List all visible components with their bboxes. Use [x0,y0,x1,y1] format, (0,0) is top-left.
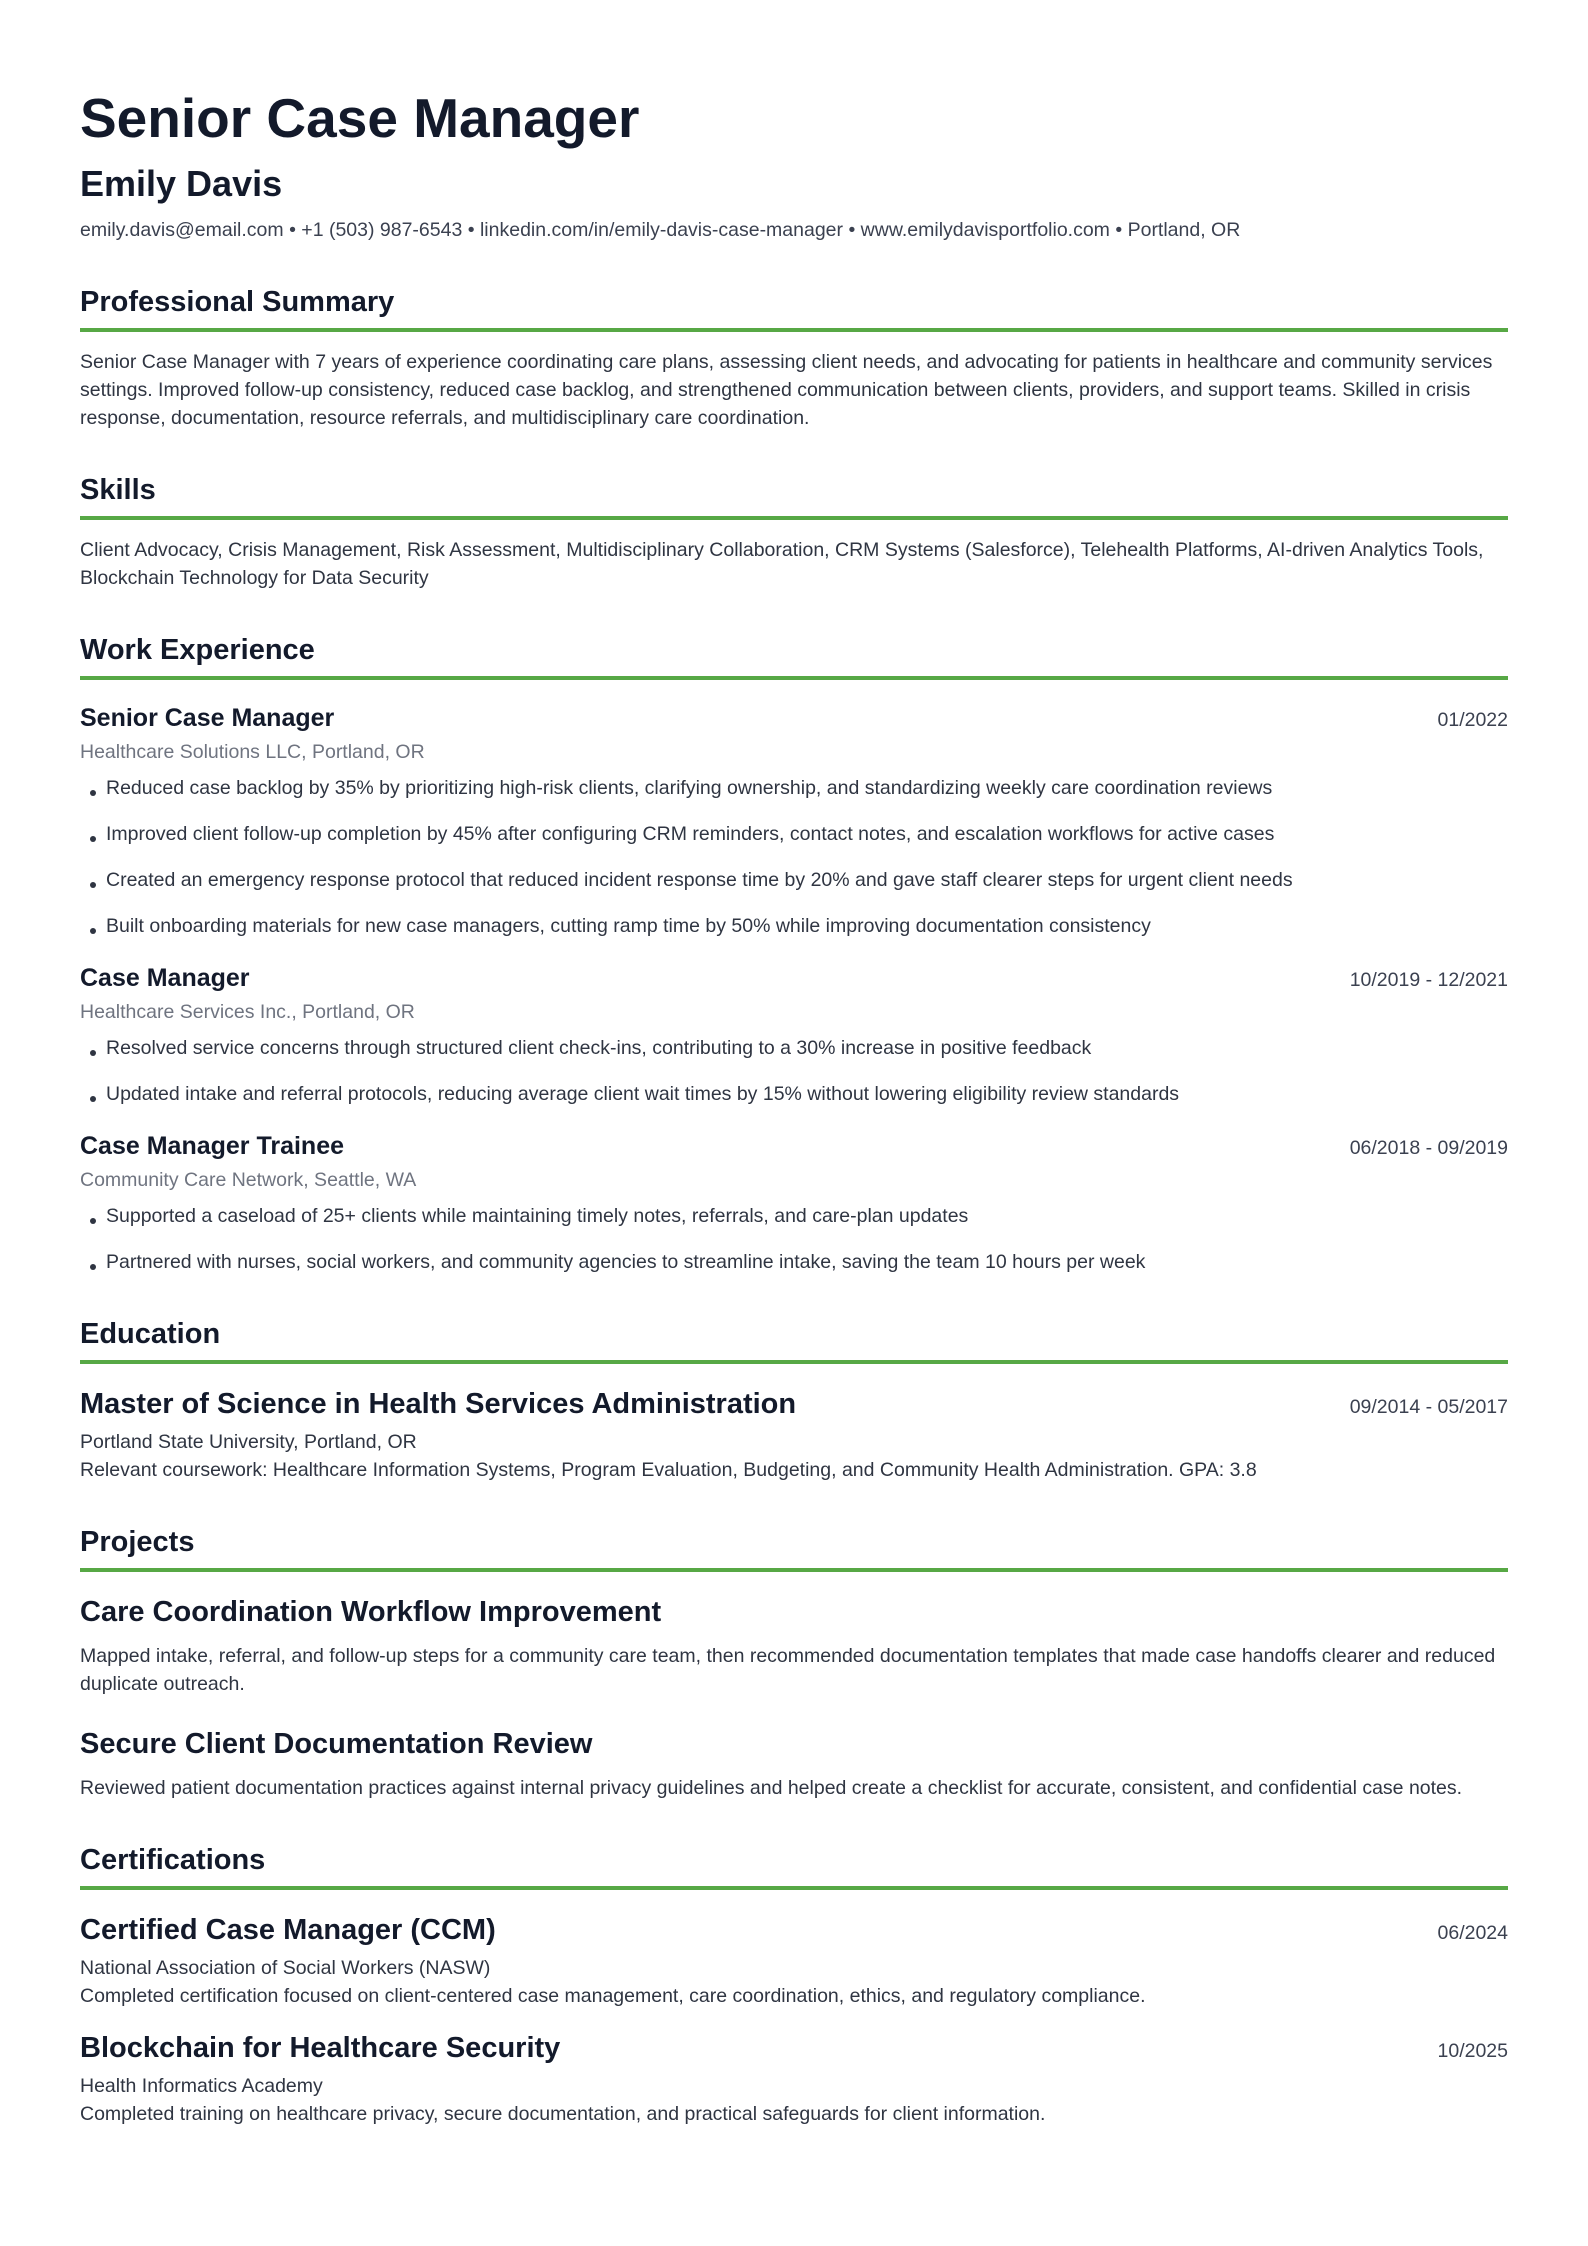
job-entry [80,700,1508,940]
bullet-item: Resolved service concerns through structured client check-ins, contributing to a 30% increase in positive feedback [80,1034,1508,1062]
skills-text: Client Advocacy, Crisis Management, Risk Assessment, Multidisciplinary Collaboration, CRM Systems (Salesforce), Telehealth Platforms, AI-driven Analytics Tools, Blockchain Technology for Data Security [80,539,1484,589]
certification-date: 06/2024 [1437,1922,1508,1944]
bullet-item: Updated intake and referral protocols, reducing average client wait times by 15% without lowering eligibility review standards [80,1080,1508,1108]
certification-date: 10/2025 [1437,2040,1508,2062]
job-title: Case Manager Trainee [80,1132,345,1160]
certifications-section [80,1840,1508,2128]
job-date: 06/2018 - 09/2019 [1349,1137,1508,1159]
certification-entry [80,1910,1508,2010]
summary-text: Senior Case Manager with 7 years of experience coordinating care plans, assessing client needs, and advocating for patients in healthcare and community services settings. Improved follow-up consistency, reduced case backlog, and strengthened communication between clients, providers, and support teams. Skilled in crisis response, documentation, resource referrals, and multidisciplinary care coordination. [80,351,1493,429]
school-name: Portland State University, Portland, OR [80,1431,417,1453]
candidate-name: Emily Davis [80,163,283,204]
project-title: Care Coordination Workflow Improvement [80,1596,662,1628]
certification-title: Certified Case Manager (CCM) [80,1914,496,1946]
contact-line: emily.davis@email.com • +1 (503) 987-6543 • linkedin.com/in/emily-davis-case-manager • www.emilydavisportfolio.com • Portland, OR [80,219,1241,241]
section-heading: Certifications [80,1840,1508,1890]
job-company: Healthcare Solutions LLC, Portland, OR [80,741,425,763]
education-header [80,1384,1508,1424]
section-heading: Education [80,1314,1508,1364]
job-bullets [80,1034,1508,1108]
job-entry [80,1128,1508,1276]
bullet-item: Supported a caseload of 25+ clients while maintaining timely notes, referrals, and care-plan updates [80,1202,1508,1230]
education-date: 09/2014 - 05/2017 [1349,1396,1508,1418]
bullet-item: Improved client follow-up completion by 45% after configuring CRM reminders, contact notes, and escalation workflows for active cases [80,820,1508,848]
certification-description: Completed training on healthcare privacy, secure documentation, and practical safeguards for client information. [80,2103,1046,2125]
bullet-item: Built onboarding materials for new case managers, cutting ramp time by 50% while improving documentation consistency [80,912,1508,940]
job-bullets [80,774,1508,940]
job-bullets [80,1202,1508,1276]
certification-description: Completed certification focused on client-centered case management, care coordination, ethics, and regulatory compliance. [80,1985,1146,2007]
resume-header [80,82,1508,244]
certification-entry [80,2028,1508,2128]
experience-section [80,630,1508,1276]
education-details: Relevant coursework: Healthcare Information Systems, Program Evaluation, Budgeting, and Community Health Administration. GPA: 3.8 [80,1459,1257,1481]
job-company: Healthcare Services Inc., Portland, OR [80,1001,415,1023]
education-entry [80,1384,1508,1484]
certification-header [80,1910,1508,1950]
job-date: 01/2022 [1437,709,1508,731]
summary-section [80,282,1508,432]
job-date: 10/2019 - 12/2021 [1349,969,1508,991]
project-description: Reviewed patient documentation practices against internal privacy guidelines and helped create a checklist for accurate, consistent, and confidential case notes. [80,1777,1463,1799]
bullet-item: Created an emergency response protocol that reduced incident response time by 20% and gave staff clearer steps for urgent client needs [80,866,1508,894]
job-company: Community Care Network, Seattle, WA [80,1169,417,1191]
certification-issuer: Health Informatics Academy [80,2075,323,2097]
projects-section [80,1522,1508,1802]
project-description: Mapped intake, referral, and follow-up steps for a community care team, then recommended documentation templates that made case handoffs clearer and reduced duplicate outreach. [80,1645,1496,1695]
job-title: Case Manager [80,964,250,992]
project-entry [80,1592,1508,1698]
degree-title: Master of Science in Health Services Administration [80,1388,797,1420]
certification-title: Blockchain for Healthcare Security [80,2032,561,2064]
certification-issuer: National Association of Social Workers (NASW) [80,1957,491,1979]
certification-header [80,2028,1508,2068]
resume-title: Senior Case Manager [80,87,640,149]
section-heading: Skills [80,470,1508,520]
job-header [80,1128,1508,1164]
job-entry [80,960,1508,1108]
section-heading: Projects [80,1522,1508,1572]
section-heading: Professional Summary [80,282,1508,332]
bullet-item: Reduced case backlog by 35% by prioritizing high-risk clients, clarifying ownership, and standardizing weekly care coordination reviews [80,774,1508,802]
skills-section [80,470,1508,592]
section-heading: Work Experience [80,630,1508,680]
job-header [80,700,1508,736]
job-title: Senior Case Manager [80,704,335,732]
project-entry [80,1724,1508,1802]
bullet-item: Partnered with nurses, social workers, and community agencies to streamline intake, saving the team 10 hours per week [80,1248,1508,1276]
education-section [80,1314,1508,1484]
project-title: Secure Client Documentation Review [80,1728,593,1760]
job-header [80,960,1508,996]
